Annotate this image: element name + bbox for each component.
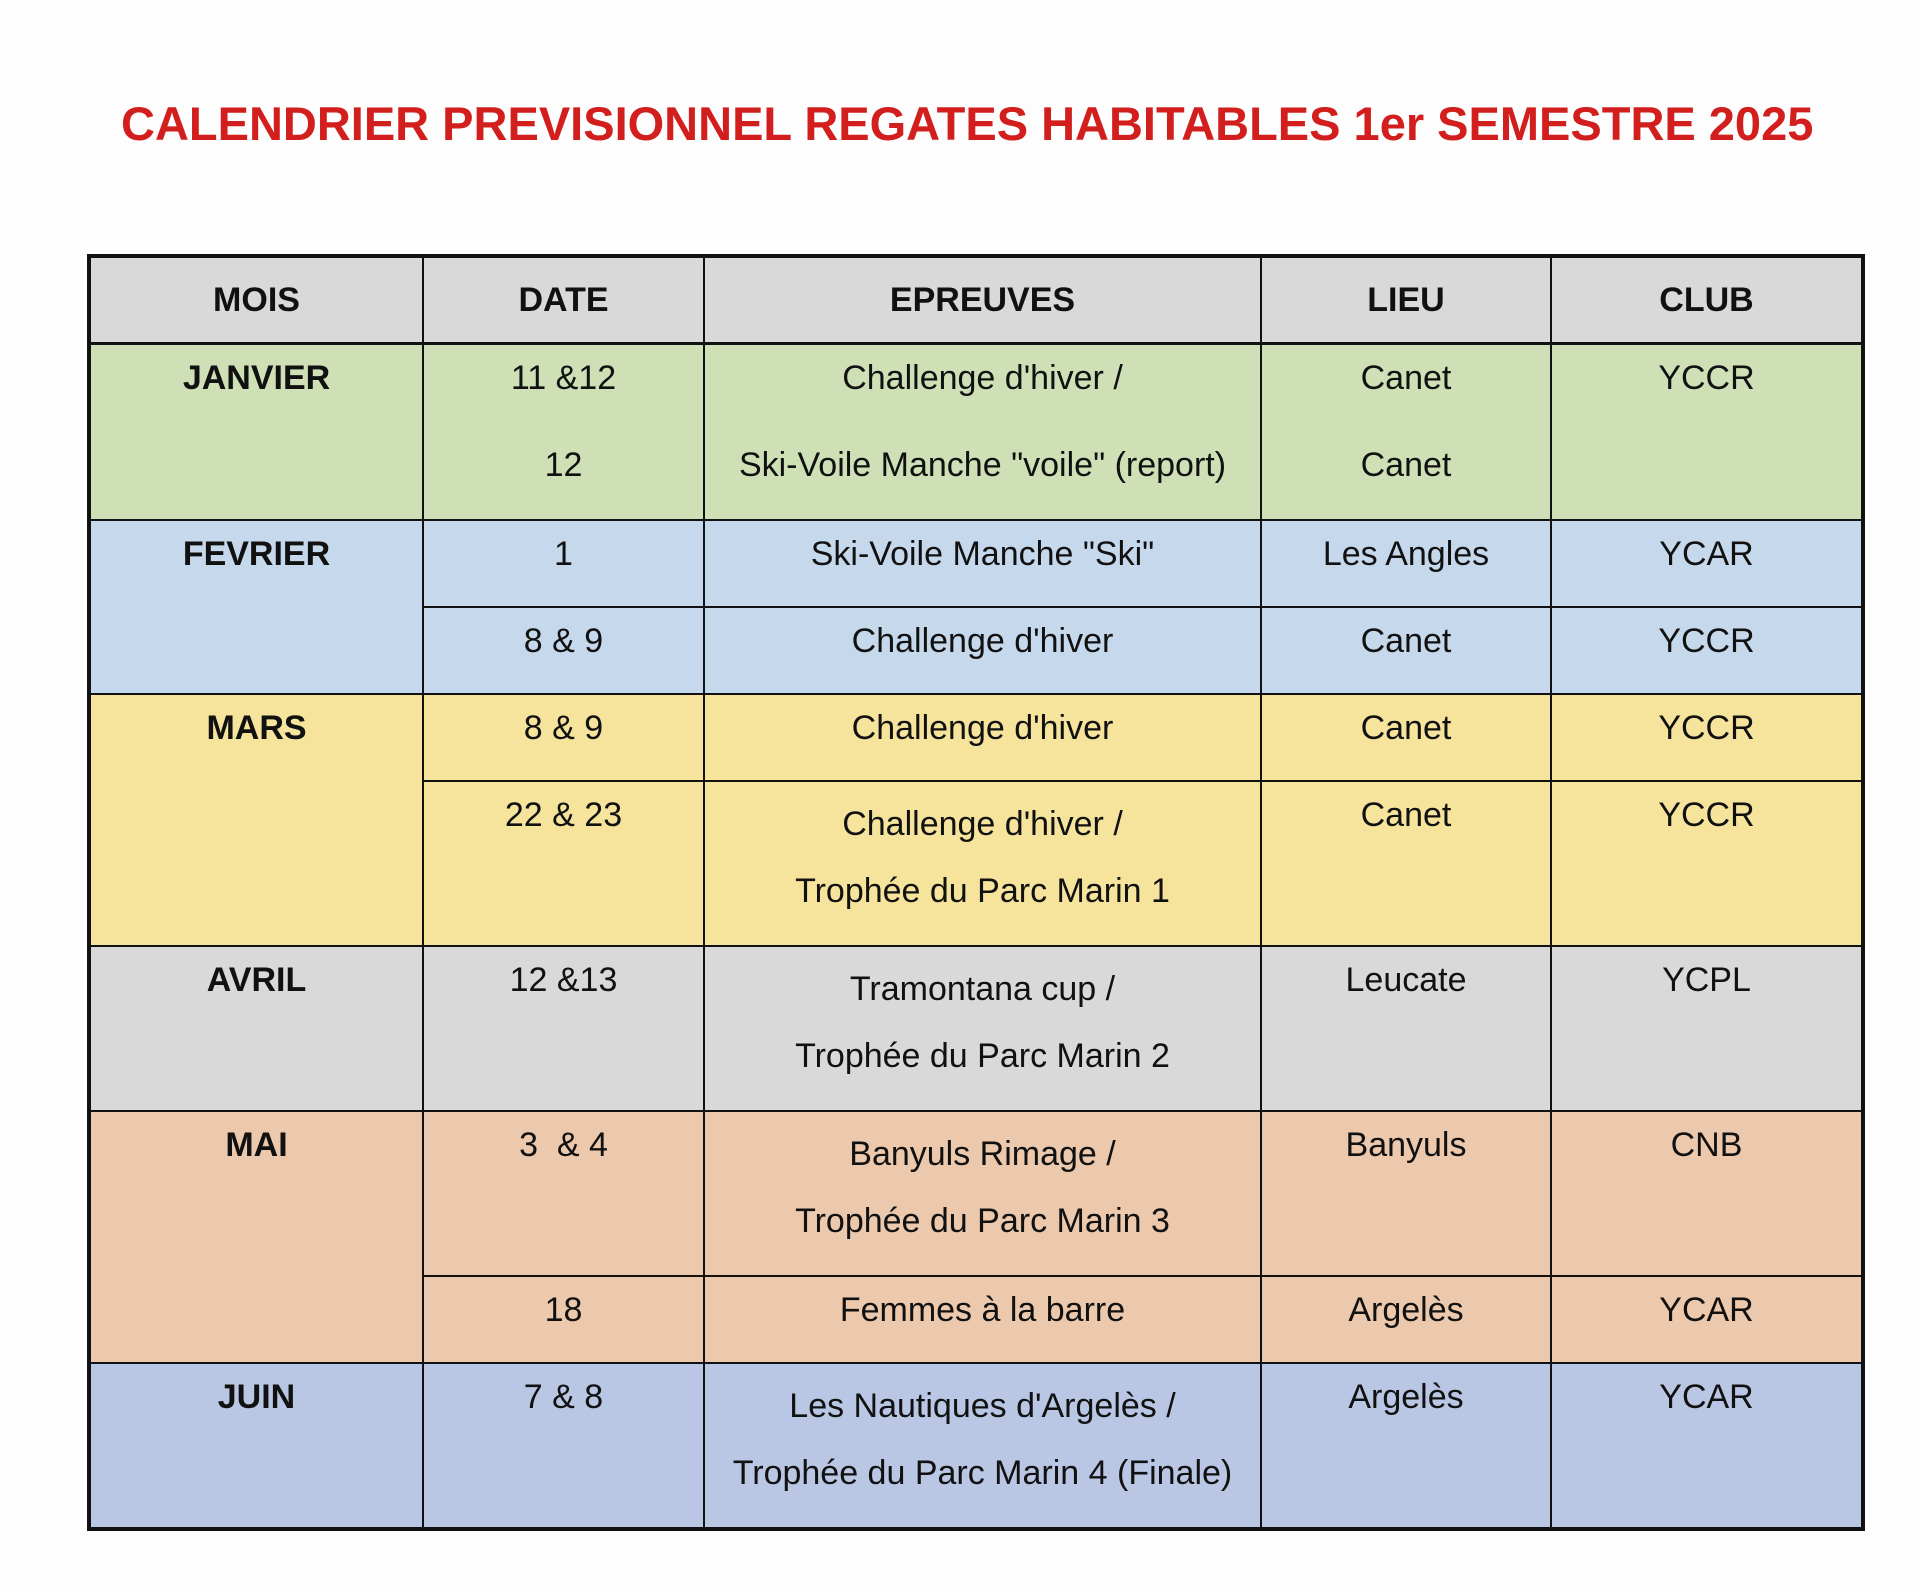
- date-cell: 11 &12: [423, 344, 704, 433]
- date-cell: 1: [423, 520, 704, 607]
- lieu-cell: Banyuls: [1261, 1111, 1551, 1276]
- epreuve-line: Tramontana cup /: [849, 970, 1116, 1008]
- month-cell-juin: JUIN: [89, 1363, 423, 1529]
- club-cell: YCAR: [1551, 1276, 1863, 1363]
- club-cell: YCAR: [1551, 1363, 1863, 1529]
- epreuve-cell: Challenge d'hiver: [704, 694, 1261, 781]
- lieu-cell: Canet: [1261, 607, 1551, 694]
- column-header-mois: MOIS: [89, 256, 423, 344]
- epreuve-line: Trophée du Parc Marin 1: [795, 872, 1170, 910]
- date-cell: 22 & 23: [423, 781, 704, 946]
- club-cell: YCAR: [1551, 520, 1863, 607]
- lieu-cell: Canet: [1261, 694, 1551, 781]
- lieu-cell: Canet: [1261, 781, 1551, 946]
- lieu-cell: Canet: [1261, 432, 1551, 520]
- month-cell-janvier: JANVIER: [89, 344, 423, 521]
- epreuve-cell: [704, 781, 1261, 946]
- table-row: [89, 694, 1863, 781]
- epreuve-cell: Challenge d'hiver: [704, 607, 1261, 694]
- lieu-cell: Argelès: [1261, 1276, 1551, 1363]
- column-header-date: DATE: [423, 256, 704, 344]
- epreuve-line: Banyuls Rimage /: [849, 1135, 1116, 1173]
- column-header-epreuves: EPREUVES: [704, 256, 1261, 344]
- table-row: [89, 520, 1863, 607]
- table-row: [89, 344, 1863, 433]
- date-cell: 12: [423, 432, 704, 520]
- date-cell: 7 & 8: [423, 1363, 704, 1529]
- epreuve-cell: [704, 1363, 1261, 1529]
- club-cell: YCCR: [1551, 694, 1863, 781]
- column-header-club: CLUB: [1551, 256, 1863, 344]
- date-cell: 12 &13: [423, 946, 704, 1111]
- epreuve-line: Trophée du Parc Marin 2: [795, 1037, 1170, 1075]
- club-cell: YCCR: [1551, 607, 1863, 694]
- table-header-row: [89, 256, 1863, 344]
- epreuve-line: Les Nautiques d'Argelès /: [789, 1387, 1176, 1425]
- club-cell: YCCR: [1551, 781, 1863, 946]
- epreuve-line: Trophée du Parc Marin 4 (Finale): [732, 1454, 1233, 1492]
- date-cell: 18: [423, 1276, 704, 1363]
- table-row: [89, 1363, 1863, 1529]
- table-row: [89, 1111, 1863, 1276]
- page-title: CALENDRIER PREVISIONNEL REGATES HABITABLES 1er SEMESTRE 2025: [121, 97, 1814, 150]
- club-cell: CNB: [1551, 1111, 1863, 1276]
- lieu-cell: Argelès: [1261, 1363, 1551, 1529]
- epreuve-line: Trophée du Parc Marin 3: [795, 1202, 1170, 1240]
- club-cell: YCCR: [1551, 344, 1863, 521]
- date-cell: 8 & 9: [423, 607, 704, 694]
- epreuve-cell: [704, 1111, 1261, 1276]
- month-cell-fevrier: FEVRIER: [89, 520, 423, 694]
- epreuve-cell: Femmes à la barre: [704, 1276, 1261, 1363]
- epreuve-cell: Challenge d'hiver /: [704, 344, 1261, 433]
- date-cell: 8 & 9: [423, 694, 704, 781]
- column-header-lieu: LIEU: [1261, 256, 1551, 344]
- month-cell-mai: MAI: [89, 1111, 423, 1363]
- epreuve-cell: Ski-Voile Manche "voile" (report): [704, 432, 1261, 520]
- club-cell: YCPL: [1551, 946, 1863, 1111]
- regatta-calendar-table: [87, 254, 1865, 1531]
- table-row: [89, 946, 1863, 1111]
- date-cell: 3 & 4: [423, 1111, 704, 1276]
- lieu-cell: Leucate: [1261, 946, 1551, 1111]
- month-cell-mars: MARS: [89, 694, 423, 946]
- month-cell-avril: AVRIL: [89, 946, 423, 1111]
- lieu-cell: Canet: [1261, 344, 1551, 433]
- epreuve-cell: Ski-Voile Manche "Ski": [704, 520, 1261, 607]
- epreuve-line: Challenge d'hiver /: [842, 805, 1123, 843]
- epreuve-cell: [704, 946, 1261, 1111]
- lieu-cell: Les Angles: [1261, 520, 1551, 607]
